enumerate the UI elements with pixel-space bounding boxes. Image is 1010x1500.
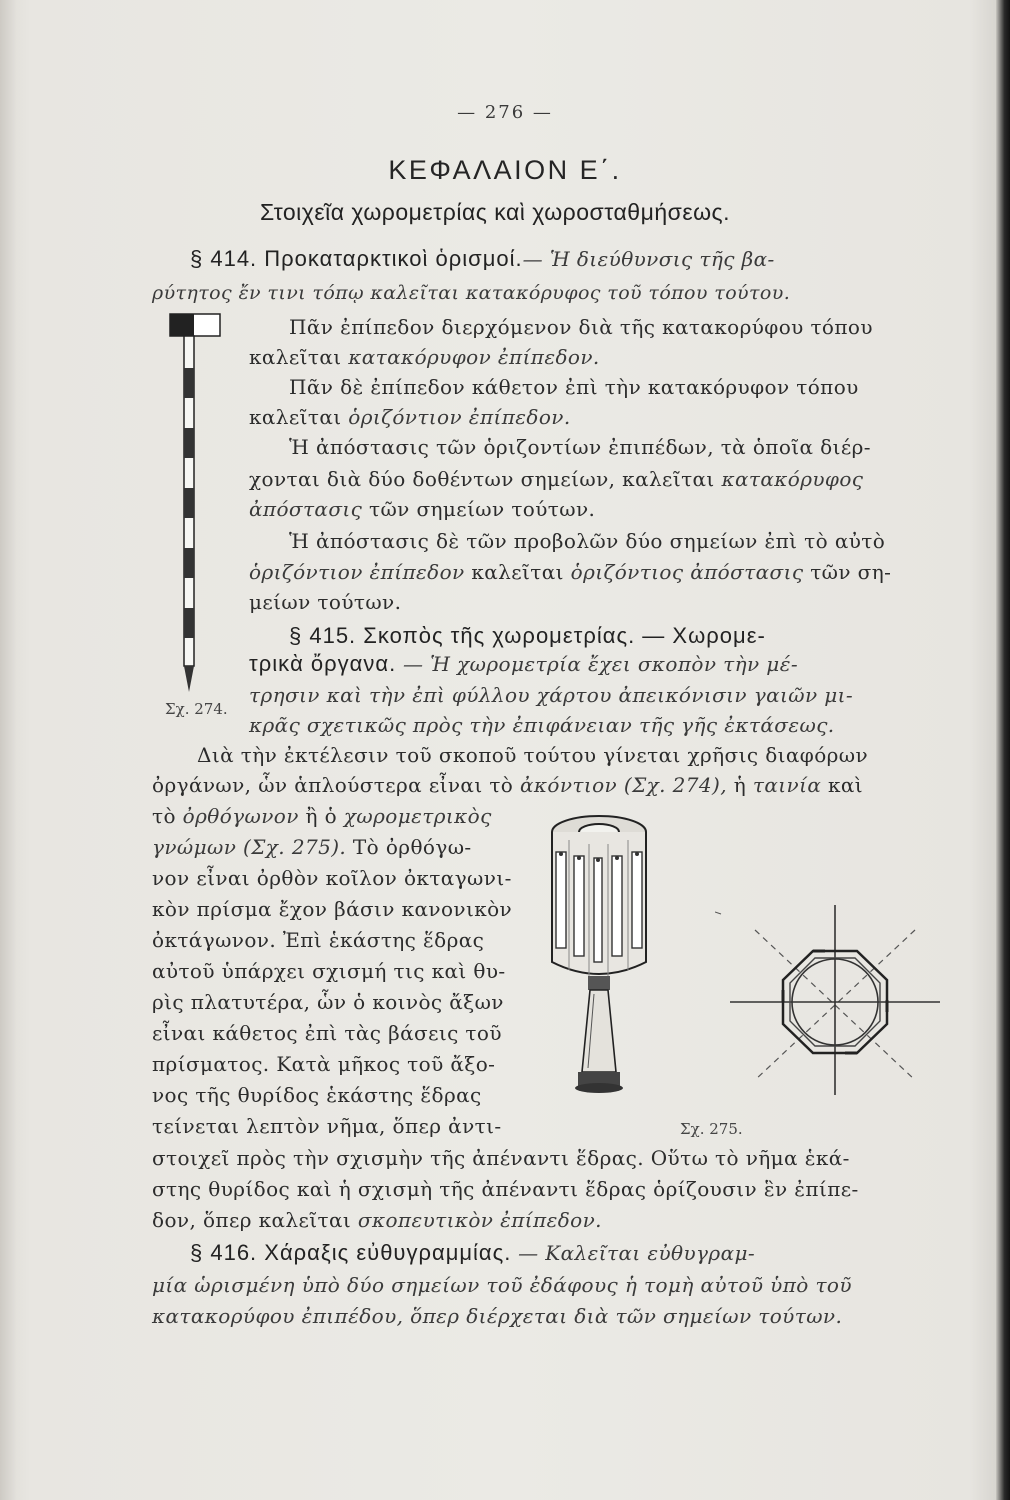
octagon-section-diagram [715,900,955,1100]
section-415-line-4: Διὰ τὴν ἐκτέλεσιν τοῦ σκοποῦ τούτου γίνεται χρῆσις διαφόρων [197,743,869,767]
section-415-line-1: τρικὰ ὄργανα. — Ἡ χωρομετρία ἔχει σκοπὸν τὴν μέ- [249,651,798,676]
section-414-line-3: Πᾶν ἐπίπεδον διερχόμενον διὰ τῆς κατακορύφου τόπου [289,315,873,339]
section-416-line-2: μία ὡρισμένη ὑπὸ δύο σημείων τοῦ ἐδάφους ἡ τομὴ αὐτοῦ ὑπὸ τοῦ [152,1273,852,1297]
section-415-line-19: δον, ὅπερ καλεῖται σκοπευτικὸν ἐπίπεδον. [152,1208,602,1232]
section-416-heading: § 416. Χάραξις εὐθυγραμμίας. [190,1240,512,1265]
section-415-line-2: τρησιν καὶ τὴν ἐπὶ φύλλου χάρτου ἀπεικόνισιν γαιῶν μι- [249,683,854,707]
chapter-title: ΚΕΦΑΛΑΙΟΝ Ε΄. [388,155,622,185]
surveyors-cross-figure [544,810,654,1100]
chapter-subtitle: Στοιχεῖα χωρομετρίας καὶ χωροσταθμήσεως. [259,199,731,225]
page-number: — 276 — [457,102,553,123]
section-415-line-15: νος τῆς θυρίδος ἑκάστης ἕδρας [152,1083,482,1107]
section-415-line-11: αὐτοῦ ὑπάρχει σχισμή τις καὶ θυ- [152,959,506,983]
section-415-line-9: κὸν πρίσμα ἔχον βάσιν κανονικὸν [152,897,513,921]
figure-274-caption: Σχ. 274. [165,700,228,718]
section-414-heading: § 414. Προκαταρκτικοὶ ὁρισμοί. [190,246,523,271]
section-414-line-4: καλεῖται κατακόρυφον ἐπίπεδον. [249,345,600,369]
section-415-line-17: στοιχεῖ πρὸς τὴν σχισμὴν τῆς ἀπέναντι ἕδρας. Οὕτω τὸ νῆμα ἑκά- [152,1146,850,1170]
section-415-line-18: στης θυρίδος καὶ ἡ σχισμὴ τῆς ἀπέναντι ἕδρας ὁρίζουσιν ἓν ἐπίπε- [152,1177,859,1201]
section-414-line-10: Ἡ ἀπόστασις δὲ τῶν προβολῶν δύο σημείων ἐπὶ τὸ αὐτὸ [289,529,886,553]
section-415-line-13: εἶναι κάθετος ἐπὶ τὰς βάσεις τοῦ [152,1021,502,1045]
section-415-line-7: γνώμων (Σχ. 275). Τὸ ὀρθόγω- [152,835,472,859]
section-415-line-6: τὸ ὀρθόγωνον ἢ ὁ χωρομετρικὸς [152,804,492,828]
section-414-line-2: ρύτητος ἔν τινι τόπῳ καλεῖται κατακόρυφος τοῦ τόπου τούτου. [152,282,791,304]
section-415-line-16: τείνεται λεπτὸν νῆμα, ὅπερ ἀντι- [152,1114,502,1138]
section-415-heading: § 415. Σκοπὸς τῆς χωρομετρίας. — Χωρομε- [289,623,766,648]
section-416-line-3: κατακορύφου ἐπιπέδου, ὅπερ διέρχεται διὰ τῶν σημείων τούτων. [152,1304,843,1328]
ranging-pole-figure [160,308,240,698]
section-415-line-10: ὀκτάγωνον. Ἐπὶ ἑκάστης ἕδρας [152,928,485,952]
section-415-line-8: νον εἶναι ὀρθὸν κοῖλον ὀκταγωνι- [152,866,512,890]
section-414-line-9: ἀπόστασις τῶν σημείων τούτων. [249,497,596,521]
section-414-line-6: καλεῖται ὁριζόντιον ἐπίπεδον. [249,405,571,429]
section-414-line-7: Ἡ ἀπόστασις τῶν ὁριζοντίων ἐπιπέδων, τὰ ὁποῖα διέρ- [289,435,871,459]
section-414-line-8: χονται διὰ δύο δοθέντων σημείων, καλεῖται κατακόρυφος [249,467,864,491]
figure-275-caption: Σχ. 275. [680,1120,743,1138]
section-415-line-12: ρὶς πλατυτέρα, ὧν ὁ κοινὸς ἄξων [152,990,504,1014]
section-414-line-5: Πᾶν δὲ ἐπίπεδον κάθετον ἐπὶ τὴν κατακόρυφον τόπου [289,375,859,399]
section-415-line-5: ὀργάνων, ὧν ἁπλούστερα εἶναι τὸ ἀκόντιον (Σχ. 274), ἡ ταινία καὶ [152,773,864,797]
section-415-line-14: πρίσματος. Κατὰ μῆκος τοῦ ἄξο- [152,1052,496,1076]
section-414-line-12: μείων τούτων. [249,590,402,614]
section-414-line-1: § 414. Προκαταρκτικοὶ ὁρισμοί.— Ἡ διεύθυνσις τῆς βα- [190,246,775,271]
section-416-line-1: § 416. Χάραξις εὐθυγραμμίας. — Καλεῖται εὐθυγραμ- [190,1240,756,1265]
section-415-line-3: κρᾶς σχετικῶς πρὸς τὴν ἐπιφάνειαν τῆς γῆς ἐκτάσεως. [249,713,835,737]
section-414-line-11: ὁριζόντιον ἐπίπεδον καλεῖται ὁριζόντιος ἀπόστασις τῶν ση- [249,560,892,584]
